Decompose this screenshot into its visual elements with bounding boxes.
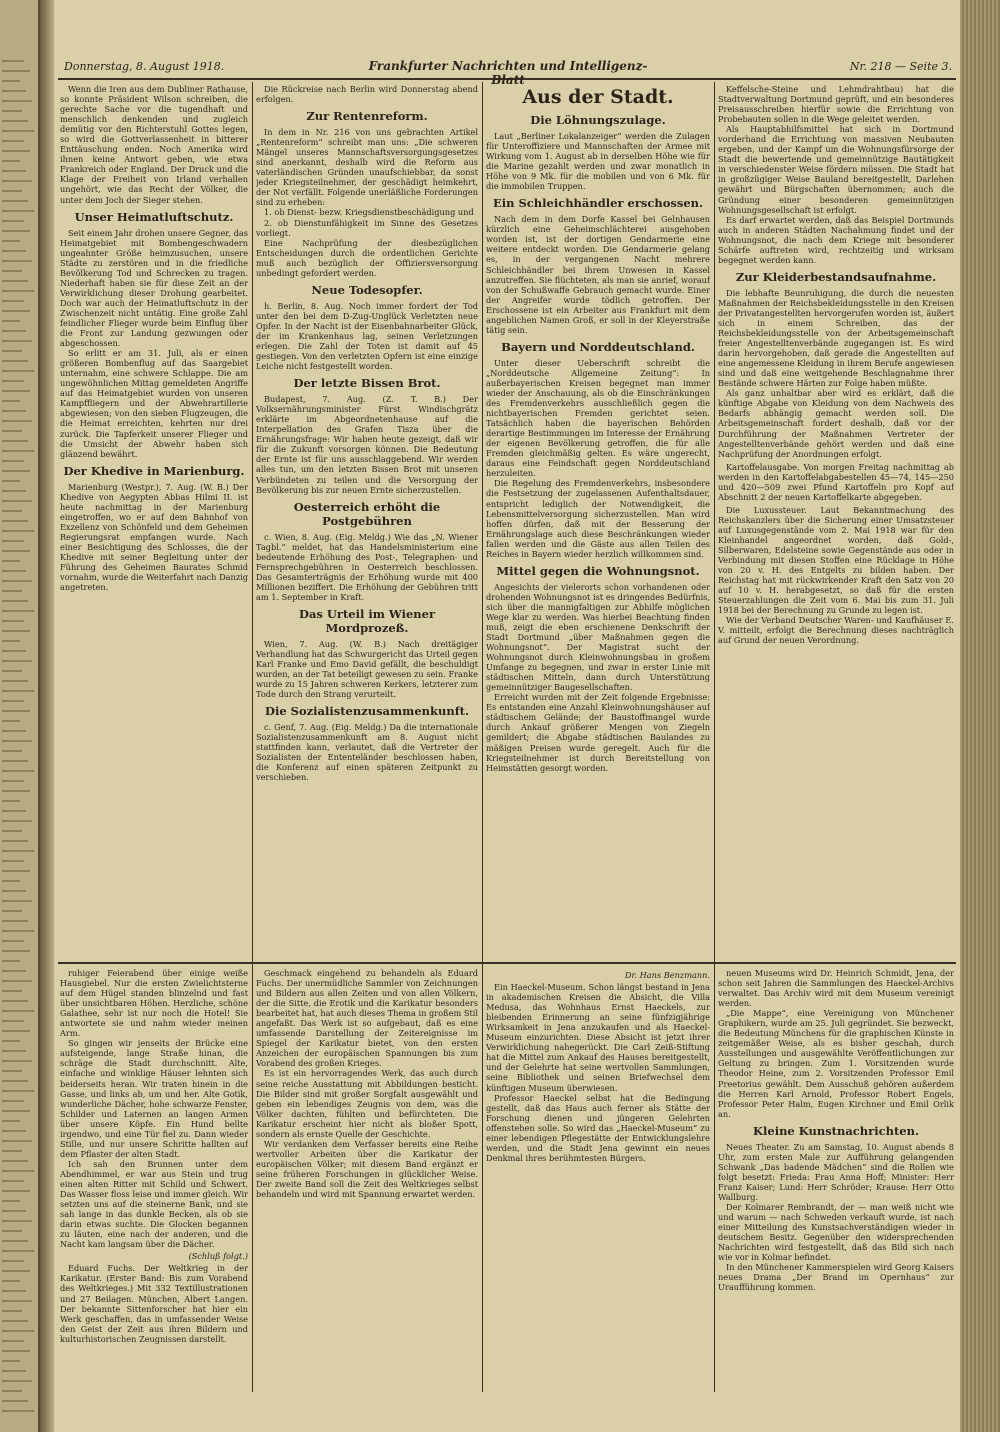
previous-page-text-line — [2, 960, 20, 962]
previous-page-text-line — [2, 1110, 30, 1112]
previous-page-text-line — [2, 1080, 28, 1082]
column-3-feuilleton — [486, 968, 710, 1388]
previous-page-text-line — [2, 610, 34, 612]
previous-page-text-line — [2, 120, 28, 122]
previous-page-text-line — [2, 820, 32, 822]
article-headline: Neue Todesopfer. — [311, 282, 423, 297]
article-text: Wenn die Iren aus dem Dubliner Rathause, so konnte Präsident Wilson schreiben, die gerechte Sache vor die tugendhaft und menschlich denkenden und zugleich demütig vor den Richterstuhl Gottes legen, so wird die Gottverlassenheit in bitterer Enttäuschung enden. Noch Amerika wird ihnen keine Antwort geben, wie etwa Frankreich oder England. Der Druck und die Klage der Freiheit von Irland verhallen ungehört, wie das Recht der Völker, die unter dem Joch der Sieger stehen. — [60, 84, 248, 205]
article-text: Die Luxussteuer. Laut Bekanntmachung des Reichskanzlers über die Sicherung einer Umsatzsteuer auf Luxusgegenstände vom 2. Mai 1918 war für den Kleinhandel angeordnet worden, daß Gold-, Silberwaren, Edelsteine sowie Gegenstände aus oder in Verbindung mit diesen Stoffen eine Rücklage in Höhe von 20 v. H. des Entgelts zu bilden haben. Der Reichstag hat mit rückwirkender Kraft den Satz von 20 auf 10 v. H. herabgesetzt, so daß für die ersten Steuerzahlungen die Zeit vom 6. Mai bis zum 31. Juli 1918 bei der Berechnung zu Grunde zu legen ist. — [718, 504, 954, 616]
previous-page-text-line — [2, 1320, 28, 1322]
previous-page-text-line — [2, 260, 32, 262]
previous-page-text-line — [2, 390, 30, 392]
notice-text: In den Münchener Kammerspielen wird Georg Kaisers neues Drama „Der Brand im Opernhaus“ zur Uraufführung kommen. — [718, 1262, 954, 1293]
previous-page-text-line — [2, 1200, 20, 1202]
previous-page-text-line — [2, 1010, 34, 1012]
previous-page-text-line — [2, 1270, 30, 1272]
previous-page-text-line — [2, 1230, 22, 1232]
previous-page-text-line — [2, 80, 20, 82]
article-text: Keffelsche-Steine und Lehmdrahtbau) hat die Stadtverwaltung Dortmund geprüft, und ein besonderes Preisausschreiben hierfür sowie die Errichtung von Probebauten sollen in die Wege geleitet werden. — [718, 84, 954, 125]
previous-page-text-line — [2, 370, 34, 372]
previous-page-text-line — [2, 750, 22, 752]
previous-page-text-line — [2, 550, 30, 552]
book-edge — [960, 0, 1000, 1432]
previous-page-text-line — [2, 1280, 20, 1282]
article-text: c. Wien, 8. Aug. (Eig. Meldg.) Wie das „N. Wiener Tagbl.“ meldet, hat das Handelsministerium eine bedeutende Erhöhung des Post-, Telegraphen- und Fernsprechgebühren in Oesterreich beschlossen. Das Gesamterträgnis der Erhöhung wurde mit 400 Millionen beziffert. Die Erhöhung der Gebühren tritt am 1. September in Kraft. — [256, 531, 478, 602]
column-1-feuilleton — [60, 968, 248, 1388]
column-4-local-news — [718, 84, 954, 958]
previous-page-text-line — [2, 1130, 26, 1132]
previous-page-text-line — [2, 290, 34, 292]
previous-page-text-line — [2, 740, 32, 742]
article-text: Als Hauptabhilfsmittel hat sich in Dortmund vorderhand die Errichtung von massiven Neubauten ergeben, und der Kampf um die Wohnungsfürsorge der Stadt die bewertende und gemeinnützige Bautätigkeit in verschiedenster Weise fördern müssen. Die Stadt hat in großzügiger Weise Bauland bereitgestellt, Darlehen gewährt und Bürgschaften übernommen; auch die Gründung einer besonderen gemeinnützigen Wohnungsgesellschaft ist erfolgt. — [718, 124, 954, 215]
previous-page-text-line — [2, 410, 26, 412]
previous-page-text-line — [2, 540, 24, 542]
previous-page-text-line — [2, 980, 32, 982]
review-text: „Die Mappe“, eine Vereinigung von Münchener Graphikern, wurde am 25. Juli gegründet. Sie bezweckt, die Bedeutung Münchens für die graphischen Künste in zeitgemäßer Weise, als es bisher geschah, durch Ausstellungen und ausgewählte Veröffentlichungen zur Geltung zu bringen. Zum 1. Vorsitzenden wurde Theodor Heine, zum 2. Vorsitzenden Professor Emil Preetorius gewählt. Dem Ausschuß gehören außerdem die Herren Karl Arnold, Professor Robert Engels, Professor Peter Halm, Eugen Kirchner und Emil Orlik an. — [718, 1008, 954, 1119]
previous-page-text-line — [2, 1250, 34, 1252]
previous-page-text-line — [2, 1300, 32, 1302]
previous-page-text-line — [2, 780, 24, 782]
previous-page-text-line — [2, 810, 26, 812]
previous-page-text-line — [2, 760, 28, 762]
previous-page-text-line — [2, 200, 28, 202]
feuilleton-text: ruhiger Feierabend über einige weiße Hausgiebel. Nur die ersten Zwielichtsterne auf dem Hügel standen blinzelnd und fast über unsichtbaren Höhen. Herzliche, schöne Galathee, sehr ist nur noch die Hotel! Sie antwortete sie und nahm wieder meinen Arm. — [60, 968, 248, 1039]
previous-page-text-line — [2, 1160, 28, 1162]
previous-page-text-line — [2, 250, 26, 252]
previous-page-text-line — [2, 700, 24, 702]
previous-page-text-line — [2, 870, 30, 872]
previous-page-text-line — [2, 1090, 34, 1092]
previous-page-text-line — [2, 1400, 28, 1402]
previous-page-text-line — [2, 530, 34, 532]
previous-page-text-line — [2, 880, 20, 882]
previous-page-text-line — [2, 240, 20, 242]
previous-page-text-line — [2, 220, 24, 222]
previous-page-text-line — [2, 130, 34, 132]
previous-page-text-line — [2, 1220, 32, 1222]
previous-page-text-line — [2, 470, 30, 472]
previous-page-text-line — [2, 280, 28, 282]
previous-page-text-line — [2, 420, 32, 422]
list-item: 1. ob Dienst- bezw. Kriegsdienstbeschädigung und — [264, 207, 474, 218]
section-title: Aus der Stadt. — [522, 86, 674, 108]
previous-page-text-line — [2, 320, 20, 322]
article-headline: Kleine Kunstnachrichten. — [753, 1123, 919, 1138]
article-text: Eine Nachprüfung der diesbezüglichen Entscheidungen durch die ordentlichen Gerichte muß auch bezüglich der Offiziersversorgung unbedingt gefordert werden. — [256, 237, 478, 278]
previous-page-text-line — [2, 1070, 22, 1072]
article-text: Marienburg (Westpr.), 7. Aug. (W. B.) Der Khedive von Aegypten Abbas Hilmi II. ist heute nachmittag in der Marienburg eingetroffen, wo er auf dem Bahnhof von Exzellenz von Schönfeld und dem Geheimen Regierungsrat empfangen wurde. Nach einer Besichtigung des Schlosses, die der Khedive mit seiner Begleitung unter der Führung des Geheimen Baurates Schmid vornahm, wurde die Weiterfahrt nach Danzig angetreten. — [60, 481, 248, 593]
previous-page-text-line — [2, 900, 32, 902]
previous-page-text-line — [2, 180, 32, 182]
previous-page-text-line — [2, 360, 28, 362]
previous-page-text-line — [2, 90, 26, 92]
previous-page-text-line — [2, 600, 28, 602]
column-4-feuilleton — [718, 968, 954, 1388]
article-headline: Die Löhnungszulage. — [530, 113, 666, 127]
article-headline: Ein Schleichhändler erschossen. — [492, 196, 704, 211]
previous-page-text-line — [2, 70, 30, 72]
article-headline: Mittel gegen die Wohnungsnot. — [496, 563, 700, 578]
previous-page-text-line — [2, 1020, 24, 1022]
previous-page-text-line — [2, 270, 22, 272]
previous-page-text-line — [2, 60, 24, 62]
previous-page-text-line — [2, 1310, 22, 1312]
previous-page-text-line — [2, 710, 30, 712]
previous-page-text-line — [2, 840, 28, 842]
previous-page-text-line — [2, 940, 24, 942]
article-headline: Die Sozialistenzusammenkunft. — [265, 704, 469, 719]
previous-page-text-line — [2, 500, 32, 502]
article-headline: Zur Rentenreform. — [306, 109, 428, 124]
previous-page-text-line — [2, 1380, 32, 1382]
previous-page-text-line — [2, 790, 30, 792]
review-text: Geschmack eingehend zu behandeln als Eduard Fuchs. Der unermüdliche Sammler von Zeichnungen und Bildern aus allen Zeiten und von allen Völkern, der die Sitte, die Erotik und die Karikatur besonders bearbeitet hat, hat auch dieses Thema in großem Stil angefaßt. Das Werk ist so aufgebaut, daß es eine umfassende Darstellung der Zeitereignisse im Spiegel der Karikatur bietet, von den ersten Anzeichen der europäischen Spannungen bis zum Vorabend des großen Krieges. — [256, 968, 478, 1069]
article-text: c. Genf, 7. Aug. (Eig. Meldg.) Da die internationale Sozialistenzusammenkunft am 8. August nicht stattfinden kann, verlautet, daß die Vertreter der Sozialisten der Ententeländer beschlossen haben, die Konferenz auf einen späteren Zeitpunkt zu verschieben. — [256, 722, 478, 783]
previous-page-text-line — [2, 480, 20, 482]
previous-page-text-line — [2, 330, 26, 332]
previous-page-text-line — [2, 1100, 24, 1102]
previous-page-text-line — [2, 1030, 30, 1032]
previous-page-text-line — [2, 990, 22, 992]
previous-page-text-line — [2, 800, 20, 802]
previous-page-text-line — [2, 210, 34, 212]
previous-page-text-line — [2, 400, 20, 402]
review-text: Professor Haeckel selbst hat die Bedingung gestellt, daß das Haus auch ferner als Stätte der Forschung dienen und jüngeren Gelehrten offenstehen solle. So wird das „Haeckel-Museum“ zu einer lebendigen Pflegestätte der Entwicklungslehre werden, und die Stadt Jena gewinnt ein neues Denkmal ihres berühmtesten Bürgers. — [486, 1092, 710, 1163]
previous-page-text-line — [2, 1330, 34, 1332]
article-text: Kartoffelausgabe. Von morgen Freitag nachmittag ab werden in den Kartoffelabgabestellen 45—74, 145—250 und 420—509 zwei Pfund Kartoffeln pro Kopf auf Abschnitt 2 der neuen Kartoffelkarte abgegeben. — [718, 461, 954, 502]
previous-page-text-line — [2, 150, 30, 152]
previous-page-text-line — [2, 450, 34, 452]
previous-page-text-line — [2, 1240, 28, 1242]
header-page-number: Nr. 218 — Seite 3. — [849, 60, 952, 73]
column-1-news — [60, 84, 248, 958]
previous-page-text-line — [2, 680, 28, 682]
previous-page-text-line — [2, 930, 34, 932]
article-text: Wien, 7. Aug. (W. B.) Nach dreitägiger Verhandlung hat das Schwurgericht das Urteil gegen Karl Franke und Emo David gefällt, die beschuldigt wurden, an der Tat beteiligt gewesen zu sein. Franke wurde zu 15 Jahren schweren Kerkers, letzterer zum Tode durch den Strang verurteilt. — [256, 638, 478, 700]
article-text: Es darf erwartet werden, daß das Beispiel Dortmunds auch in anderen Städten Nachahmung findet und der Wohnungsnot, die nach dem Kriege mit besonderer Schärfe auftreten wird, rechtzeitig und wirksam begegnet werden kann. — [718, 214, 954, 265]
previous-page-text-line — [2, 920, 28, 922]
feuilleton-text: Ich sah den Brunnen unter dem Abendhimmel, er war aus Stein und trug einen alten Ritter mit Schild und Schwert. Das Wasser floss leise und immer gleich. Wir setzten uns auf die steinerne Bank, und sie sah lange in das dunkle Becken, als ob sie darin etwas suchte. Die Glocken begannen zu läuten, eine nach der anderen, und die Nacht kam langsam über die Dächer. — [60, 1158, 248, 1250]
previous-page-text-line — [2, 1060, 32, 1062]
column-rule — [714, 82, 715, 1392]
previous-page-text-line — [2, 1190, 30, 1192]
header-masthead: Frankfurter Nachrichten und Intelligenz-Blatt — [368, 59, 648, 87]
notice-text: Der Kolmarer Rembrandt, der — man weiß nicht wie und warum — nach Schweden verkauft wurde, ist nach einer Mitteilung des Kunstsachverständigen wieder in deutschem Besitz. Gegenüber den widersprechenden Nachrichten wird festgestellt, daß das Bild sich nach wie vor in Kolmar befindet. — [718, 1201, 954, 1263]
column-rule — [482, 82, 483, 1392]
article-text: Unter dieser Ueberschrift schreibt die „Norddeutsche Allgemeine Zeitung“: In außerbayerischen Kreisen begegnet man immer wieder der Anschauung, als ob die Einschränkungen des Fremdenverkehrs ausschließlich gegen die nichtbayerischen Fremden gerichtet seien. Tatsächlich haben die bayerischen Behörden derartige Bestimmungen im Interesse der Ernährung der eigenen Bevölkerung getroffen, die für alle Fremden gleichmäßig gelten. Es wäre ungerecht, daraus eine Feindschaft gegen Norddeutschland herzuleiten. — [486, 357, 710, 479]
previous-page-text-line — [2, 640, 20, 642]
column-2-news — [256, 84, 478, 958]
previous-page-text-line — [2, 1120, 20, 1122]
previous-page-text-line — [2, 650, 26, 652]
previous-page-text-line — [2, 1150, 22, 1152]
article-text: So erlitt er am 31. Juli, als er einen größeren Bombenflug auf das Saargebiet unternahm, eine schwere Schlappe. Die am ungewöhnlichen Mittag gemeldeten Angriffe auf das Heimatgebiet wurden von unseren Kampffliegern und der Abwehrartillerie abgewiesen; von den sieben Flugzeugen, die die Heimat erreichten, kehrten nur drei zurück. Die Tapferkeit unserer Flieger und die Umsicht der Abwehr haben sich glänzend bewährt. — [60, 348, 248, 459]
previous-page-text-line — [2, 460, 24, 462]
previous-page-text-line — [2, 890, 26, 892]
previous-page-edge — [0, 0, 40, 1432]
previous-page-text-line — [2, 1170, 34, 1172]
previous-page-text-line — [2, 1290, 26, 1292]
previous-page-text-line — [2, 1260, 24, 1262]
article-text: In dem in Nr. 216 von uns gebrachten Artikel „Rentenreform“ schreibt man uns: „Die schweren Mängel unseres Mannschaftsversorgungsgesetzes sind anerkannt, deshalb wird die Reform aus vaterländischen Gründen unaufschiebbar, da sonst jeder Kriegsteilnehmer, der geschädigt heimkehrt, der Not verfällt. Folgende unerläßliche Forderungen sind zu erheben: — [256, 127, 478, 208]
previous-page-text-line — [2, 770, 34, 772]
column-rule — [252, 82, 253, 1392]
article-text: Budapest, 7. Aug. (Z. T. B.) Der Volksernährungsminister Fürst Windischgrätz erklärte im Abgeordnetenhause auf die Interpellation des Grafen Tisza über die Ernährungsfrage: Wir haben heute gezeigt, daß wir für die Zukunft vorsorgen können. Die Bedeutung der Ernte ist für uns ausschlaggebend. Wir werden alles tun, um den letzten Bissen Brot mit unseren Verbündeten zu teilen und die Versorgung der Bevölkerung bis zur neuen Ernte sicherzustellen. — [256, 394, 478, 495]
feuilleton-text: So gingen wir jenseits der Brücke eine aufsteigende, lange Straße hinan, die schräge die Stadt durchschnitt. Alte, einfache und winklige Häuser lehnten sich beiderseits heran. Wir traten hinein in die Gasse, und links ab, um und her. Alte Gotik, wunderliche Dächer, hohe schwarze Fenster, Schilder und Laternen an langen Armen über unsere Köpfe. Ein Hund bellte irgendwo, und eine Tür fiel zu. Dann wieder Stille, und nur unsere Schritte hallten auf dem Pflaster der alten Stadt. — [60, 1038, 248, 1159]
previous-page-text-line — [2, 1410, 34, 1412]
article-text: Wie der Verband Deutscher Waren- und Kaufhäuser E. V. mitteilt, erfolgt die Berechnung dieses nachträglich auf Grund der neuen Verordnung. — [718, 615, 954, 646]
previous-page-text-line — [2, 1000, 28, 1002]
review-text: Eduard Fuchs. Der Weltkrieg in der Karikatur. (Erster Band: Bis zum Vorabend des Weltkrieges.) Mit 332 Textillustrationen und 27 Beilagen. München, Albert Langen. Der bekannte Sittenforscher hat hier ein Werk geschaffen, das in umfassender Weise den Geist der Zeit aus ihren Bildern und kulturhistorischen Zeugnissen darstellt. — [60, 1263, 248, 1344]
previous-page-text-line — [2, 100, 32, 102]
previous-page-text-line — [2, 690, 34, 692]
previous-page-text-line — [2, 1350, 30, 1352]
article-text: Nach dem in dem Dorfe Kassel bei Gelnhausen kürzlich eine Geheimschlächterei ausgehoben worden ist, ist der dortigen Gendarmerie eine weitere entdeckt worden. Die Gendarmerie gelang es, in der vergangenen Nacht mehrere Schleichhändler bei ihrem Unwesen in Kassel anzutreffen. Sie flüchteten, als man sie anrief, worauf von der Schußwaffe Gebrauch gemacht wurde. Einer der Angreifer wurde tödlich getroffen. Der Erschossene ist ein Arbeiter aus Frankfurt mit dem angeblichen Namen Groß, er soll in der Kleyerstraße tätig sein. — [486, 214, 710, 335]
previous-page-text-line — [2, 1050, 26, 1052]
previous-page-text-line — [2, 140, 24, 142]
article-text: Angesichts der vielerorts schon vorhandenen oder drohenden Wohnungsnot ist es dringendes Bedürfnis, sich über die mannigfaltigen zur Abhilfe möglichen Wege klar zu werden. Was hierbei Beachtung finden muß, zeigt die eben erschienene Denkschrift der Stadt Dortmund „über Maßnahmen gegen die Wohnungsnot“. Der Magistrat sucht der Wohnungsnot durch Kleinwohnungsbau in großem Umfange zu begegnen, und zwar in erster Linie mit städtischen Mitteln, dann durch Unterstützung gemeinnütziger Baugesellschaften. — [486, 581, 710, 693]
article-headline: Oesterreich erhöht die Postgebühren — [293, 499, 441, 528]
previous-page-text-line — [2, 350, 22, 352]
previous-page-text-line — [2, 340, 32, 342]
article-text: Die Regelung des Fremdenverkehrs, insbesondere die Festsetzung der zugelassenen Aufenthaltsdauer, entspricht lediglich der Notwendigkeit, die Lebensmittelversorgung sicherzustellen. Man wird hoffen dürfen, daß mit der Besserung der Ernährungslage auch diese Beschränkungen wieder fallen werden und die Gäste aus allen Teilen des Reiches in Bayern wieder herzlich willkommen sind. — [486, 478, 710, 559]
previous-page-text-line — [2, 910, 22, 912]
previous-page-text-line — [2, 230, 30, 232]
article-headline: Unser Heimatluftschutz. — [74, 209, 234, 224]
review-text: Ein Haeckel-Museum. Schon längst bestand in Jena in akademischen Kreisen die Absicht, die Villa Medusa, das Wohnhaus Ernst Haeckels, zur bleibenden Erinnerung an seine fünfzigjährige Wirksamkeit in Jena anzukaufen und als Haeckel-Museum einzurichten. Diese Absicht ist jetzt ihrer Verwirklichung nahegerückt. Die Carl Zeiß-Stiftung hat die Mittel zum Ankauf des Hauses bereitgestellt, und der Gelehrte hat seine wertvollen Sammlungen, seine Bibliothek und seinen Briefwechsel dem künftigen Museum überwiesen. — [486, 982, 710, 1093]
article-text: Die lebhafte Beunruhigung, die durch die neuesten Maßnahmen der Reichsbekleidungsstelle in den Kreisen der Privatangestellten hervorgerufen worden ist, äußert sich in einem Schreiben, das der Reichsbekleidungsstelle von der Arbeitsgemeinschaft freier Angestelltenverbände zugegangen ist. Es wird darin hervorgehoben, daß gerade die Angestellten auf eine angemessene Kleidung in ihrem Berufe angewiesen sind und daß eine weitgehende Beschlagnahme ihrer Bestände schwere Härten zur Folge haben müßte. — [718, 287, 954, 389]
previous-page-text-line — [2, 380, 24, 382]
previous-page-text-line — [2, 620, 24, 622]
previous-page-text-line — [2, 430, 22, 432]
previous-page-text-line — [2, 570, 26, 572]
article-text: Laut „Berliner Lokalanzeiger“ werden die Zulagen für Unteroffiziere und Mannschaften der Armee mit Wirkung vom 1. August ab in derselben Höhe wie für die Marine gezahlt werden und zwar monatlich in Höhe von 9 Mk. für die mobilen und von 6 Mk. für die immobilen Truppen. — [486, 131, 710, 192]
previous-page-text-line — [2, 1390, 22, 1392]
previous-page-text-line — [2, 660, 32, 662]
article-headline: Zur Kleiderbestandsaufnahme. — [735, 269, 937, 284]
previous-page-text-line — [2, 730, 26, 732]
previous-page-text-line — [2, 160, 20, 162]
previous-page-text-line — [2, 720, 20, 722]
previous-page-text-line — [2, 1140, 32, 1142]
author-signature: Dr. Hans Benzmann. — [624, 970, 710, 980]
previous-page-text-line — [2, 520, 28, 522]
previous-page-text-line — [2, 580, 32, 582]
review-text: neuen Museums wird Dr. Heinrich Schmidt, Jena, der schon seit Jahren die Sammlungen des Haeckel-Archivs verwaltet. Das Archiv wird mit dem Museum vereinigt werden. — [718, 968, 954, 1009]
previous-page-text-line — [2, 970, 26, 972]
previous-page-text-line — [2, 490, 26, 492]
previous-page-text-line — [2, 830, 22, 832]
previous-page-text-line — [2, 510, 22, 512]
previous-page-text-line — [2, 670, 22, 672]
previous-page-text-line — [2, 300, 24, 302]
page-header — [58, 56, 956, 87]
previous-page-text-line — [2, 590, 22, 592]
previous-page-text-line — [2, 630, 30, 632]
previous-page-text-line — [2, 1210, 26, 1212]
previous-page-text-line — [2, 950, 30, 952]
article-headline: Der Khedive in Marienburg. — [63, 463, 245, 478]
previous-page-text-line — [2, 1370, 26, 1372]
previous-page-text-line — [2, 1180, 24, 1182]
previous-page-text-line — [2, 440, 28, 442]
previous-page-text-line — [2, 110, 22, 112]
article-headline: Der letzte Bissen Brot. — [293, 376, 441, 391]
review-text: Es ist ein hervorragendes Werk, das auch durch seine reiche Ausstattung mit Abbildungen besticht. Die Bilder sind mit großer Sorgfalt ausgewählt und geben ein lebendiges Zeugnis von dem, was die Völker dachten, fühlten und befürchteten. Die Karikatur erscheint hier nicht als bloßer Spott, sondern als ernste Quelle der Geschichte. — [256, 1068, 478, 1139]
previous-page-text-line — [2, 190, 22, 192]
article-headline: Bayern und Norddeutschland. — [501, 339, 695, 354]
notice-text: Neues Theater. Zu am Samstag, 10. August abends 8 Uhr, zum ersten Male zur Aufführung gelangenden Schwank „Das badende Mädchen“ sind die Rollen wie folgt besetzt: Frieda: Frau Anna Hoff; Minister: Herr Franz Kaiser; Lund: Herr Schröder; Krause: Herr Otto Wallburg. — [718, 1141, 954, 1202]
previous-page-text-line — [2, 310, 30, 312]
feuilleton-rule — [58, 962, 956, 964]
continuation-note: (Schluß folgt.) — [188, 1251, 248, 1262]
article-text: h. Berlin, 8. Aug. Noch immer fordert der Tod unter den bei dem D-Zug-Unglück Verletzten neue Opfer. In der Nacht ist der Eisenbahnarbeiter Glück, der im Krankenhaus lag, seinen Verletzungen erlegen. Die Zahl der Toten ist damit auf 45 gestiegen. Von den verletzten Opfern ist eine einzige Leiche nicht festgestellt worden. — [256, 300, 478, 372]
header-date: Donnerstag, 8. August 1918. — [64, 60, 225, 73]
review-text: Wir verdanken dem Verfasser bereits eine Reihe wertvoller Arbeiten über die Karikatur der europäischen Völker; mit diesem Band ergänzt er seine früheren Forschungen in glücklicher Weise. Der zweite Band soll die Zeit des Weltkrieges selbst behandeln und wird mit Spannung erwartet werden. — [256, 1138, 478, 1200]
binding-gutter — [40, 0, 54, 1432]
article-text: Die Rückreise nach Berlin wird Donnerstag abend erfolgen. — [256, 84, 478, 105]
previous-page-text-line — [2, 1040, 20, 1042]
article-text: Als ganz unhaltbar aber wird es erklärt, daß die künftige Abgabe von Kleidung von dem Nachweis des Bedarfs abhängig gemacht werden soll. Die Arbeitsgemeinschaft fordert deshalb, daß vor der Durchführung der Maßnahmen Vertreter der Angestelltenverbände gehört werden und daß eine Nachprüfung der Anordnungen erfolgt. — [718, 388, 954, 459]
previous-page-text-line — [2, 560, 20, 562]
article-headline: Das Urteil im Wiener Mordprozeß. — [298, 606, 436, 635]
article-text: Erreicht wurden mit der Zeit folgende Ergebnisse: Es entstanden eine Anzahl Kleinwohnungshäuser auf städtischem Gelände; der Baustoffmangel wurde durch Ankauf größerer Mengen von Ziegeln gemildert; die Abgabe städtischen Baulandes zu mäßigen Preisen wurde geregelt. Auch für die Kriegsteilnehmer ist durch Bereitstellung von Heimstätten gesorgt worden. — [486, 692, 710, 773]
previous-page-text-line — [2, 1340, 24, 1342]
list-item: 2. ob Dienstunfähigkeit im Sinne des Gesetzes vorliegt. — [256, 217, 478, 238]
column-3-local-news — [486, 84, 710, 958]
previous-page-text-line — [2, 170, 26, 172]
previous-page-text-line — [2, 850, 34, 852]
previous-page-text-line — [2, 1360, 20, 1362]
article-text: Seit einem Jahr drohen unsere Gegner, das Heimatgebiet mit Bombengeschwadern ungeahnter Größe heimzusuchen, unsere Städte zu zerstören und in die friedliche Bevölkerung Tod und Schrecken zu tragen. Niederhaft haben sie für diese Zeit an der Verwirklichung dieser Drohung gearbeitet. Doch war auch der Heimatluftschutz in der Zwischenzeit nicht untätig. Eine große Zahl feindlicher Flieger wurde beim Einflug über die Front zur Landung gezwungen oder abgeschossen. — [60, 227, 248, 349]
column-2-feuilleton — [256, 968, 478, 1388]
previous-page-text-line — [2, 860, 24, 862]
